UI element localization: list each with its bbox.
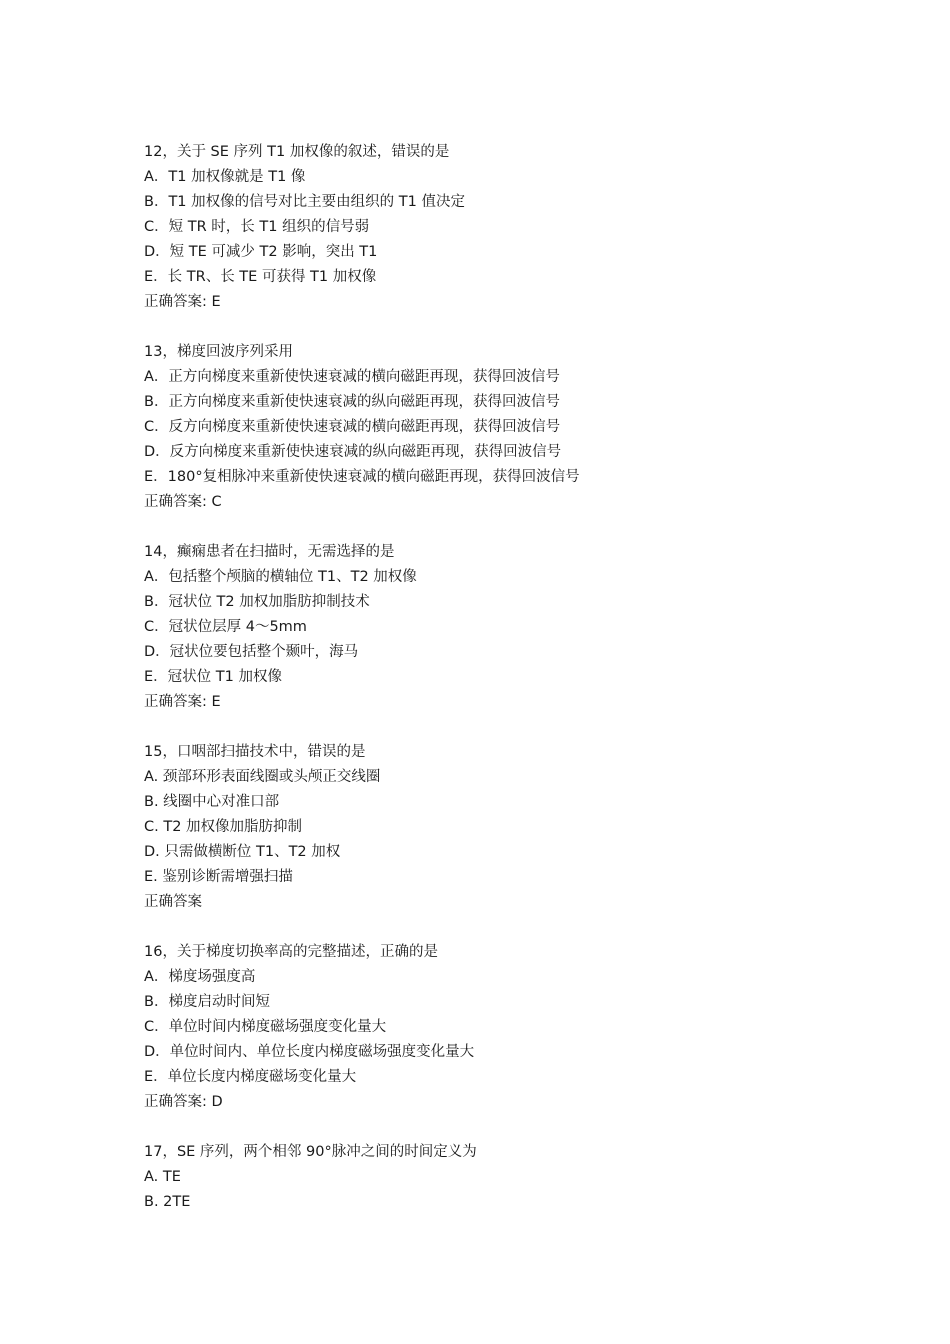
answer-line: 正确答案: E [144, 694, 221, 710]
option-d: D．反方向梯度来重新使快速衰减的纵向磁距再现，获得回波信号 [144, 444, 562, 460]
option-c: C．短 TR 时，长 T1 组织的信号弱 [144, 219, 370, 235]
option-a: A．包括整个颅脑的横轴位 T1、T2 加权像 [144, 569, 417, 585]
option-b: B．冠状位 T2 加权加脂肪抑制技术 [144, 594, 370, 610]
option-a: A. TE [144, 1169, 181, 1185]
option-a: A．正方向梯度来重新使快速衰减的横向磁距再现，获得回波信号 [144, 369, 560, 385]
option-a: A. 颈部环形表面线圈或头颅正交线圈 [144, 769, 381, 785]
option-e: E．冠状位 T1 加权像 [144, 669, 282, 685]
option-b: B. 线圈中心对准口部 [144, 794, 280, 810]
answer-line: 正确答案: D [144, 1094, 223, 1110]
option-c: C．反方向梯度来重新使快速衰减的横向磁距再现，获得回波信号 [144, 419, 561, 435]
answer-line: 正确答案: C [144, 494, 222, 510]
option-e: E．单位长度内梯度磁场变化量大 [144, 1069, 357, 1085]
option-b: B．梯度启动时间短 [144, 994, 270, 1010]
question-16 [144, 940, 864, 1115]
question-stem: 13，梯度回波序列采用 [144, 344, 293, 360]
question-15 [144, 740, 864, 915]
option-e: E．长 TR、长 TE 可获得 T1 加权像 [144, 269, 377, 285]
question-stem: 15，口咽部扫描技术中，错误的是 [144, 744, 366, 760]
option-d: D．短 TE 可减少 T2 影响，突出 T1 [144, 244, 378, 260]
option-c: C．冠状位层厚 4～5mm [144, 619, 307, 635]
question-stem: 14，癫痫患者在扫描时，无需选择的是 [144, 544, 395, 560]
option-a: A．T1 加权像就是 T1 像 [144, 169, 306, 185]
option-b: B．正方向梯度来重新使快速衰减的纵向磁距再现，获得回波信号 [144, 394, 560, 410]
option-d: D．冠状位要包括整个颞叶，海马 [144, 644, 359, 660]
question-stem: 17，SE 序列，两个相邻 90°脉冲之间的时间定义为 [144, 1144, 477, 1160]
option-c: C. T2 加权像加脂肪抑制 [144, 819, 303, 835]
option-d: D. 只需做横断位 T1、T2 加权 [144, 844, 341, 860]
answer-line: 正确答案: E [144, 294, 221, 310]
option-e: E. 鉴别诊断需增强扫描 [144, 869, 293, 885]
document-page [144, 140, 864, 1240]
question-12 [144, 140, 864, 315]
option-b: B．T1 加权像的信号对比主要由组织的 T1 值决定 [144, 194, 465, 210]
option-a: A．梯度场强度高 [144, 969, 256, 985]
question-stem: 12，关于 SE 序列 T1 加权像的叙述，错误的是 [144, 144, 450, 160]
answer-line: 正确答案 [144, 894, 202, 910]
question-17 [144, 1140, 864, 1215]
question-stem: 16，关于梯度切换率高的完整描述，正确的是 [144, 944, 438, 960]
question-13 [144, 340, 864, 515]
option-c: C．单位时间内梯度磁场强度变化量大 [144, 1019, 387, 1035]
option-e: E．180°复相脉冲来重新使快速衰减的横向磁距再现，获得回波信号 [144, 469, 580, 485]
option-d: D．单位时间内、单位长度内梯度磁场强度变化量大 [144, 1044, 475, 1060]
question-14 [144, 540, 864, 715]
option-b: B. 2TE [144, 1194, 191, 1210]
